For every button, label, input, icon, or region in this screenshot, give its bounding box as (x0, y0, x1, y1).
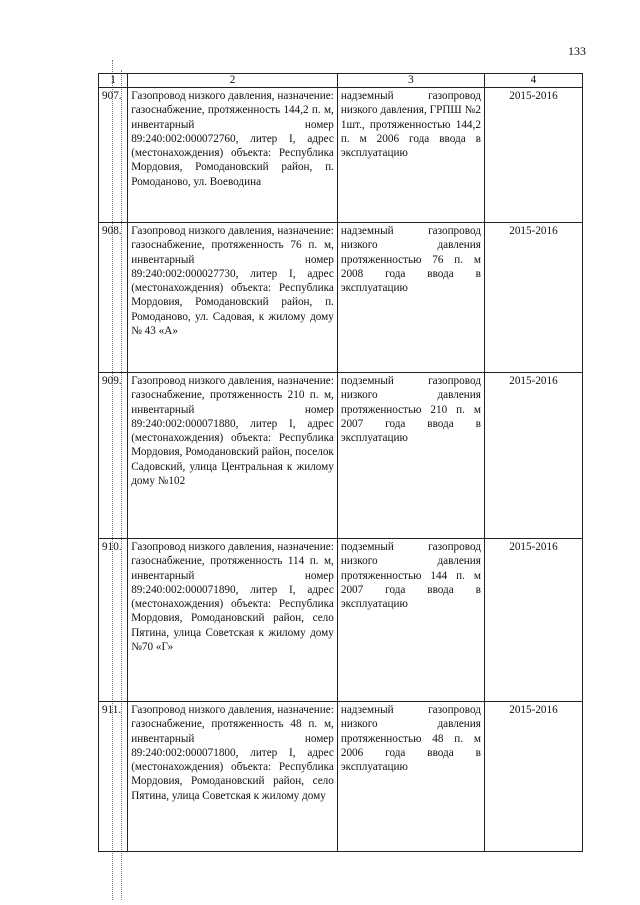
object-characteristics: надземный газопровод низкого давления, ГРПШ №2 1шт., протяженностью 144,2 п. м 2006 года ввода в эксплуатацию (337, 88, 484, 223)
implementation-period: 2015-2016 (484, 223, 582, 373)
implementation-period: 2015-2016 (484, 373, 582, 539)
column-header: 1 (99, 74, 128, 88)
object-description: Газопровод низкого давления, назначение: газоснабжение, протяженность 48 п. м, инвентарный номер 89:240:002:000071800, литер I, адрес (местонахождения) объекта: Республика Мордовия, Ромодановский район, село Пятина, улица Советская к жилому дому (128, 702, 338, 852)
column-header: 2 (128, 74, 338, 88)
object-description: Газопровод низкого давления, назначение: газоснабжение, протяженность 144,2 п. м, инвентарный номер 89:240:002:000072760, литер I, адрес (местонахождения) объекта: Республика Мордовия, Ромодановский район, п. Ромоданово, ул. Воеводина (128, 88, 338, 223)
implementation-period: 2015-2016 (484, 539, 582, 702)
row-number: 911. (99, 702, 128, 852)
implementation-period: 2015-2016 (484, 88, 582, 223)
row-number: 910. (99, 539, 128, 702)
registry-table (98, 73, 583, 852)
row-number: 908. (99, 223, 128, 373)
row-number: 907. (99, 88, 128, 223)
object-characteristics: надземный газопровод низкого давления протяженностью 76 п. м 2008 года ввода в эксплуатацию (337, 223, 484, 373)
implementation-period: 2015-2016 (484, 702, 582, 852)
column-header: 3 (337, 74, 484, 88)
object-characteristics: подземный газопровод низкого давления протяженностью 144 п. м 2007 года ввода в эксплуатацию (337, 539, 484, 702)
table-row (99, 88, 583, 223)
column-header: 4 (484, 74, 582, 88)
row-number: 909. (99, 373, 128, 539)
object-description: Газопровод низкого давления, назначение: газоснабжение, протяженность 114 п. м, инвентарный номер 89:240:002:000071890, литер I, адрес (местонахождения) объекта: Республика Мордовия, Ромодановский район, село Пятина, улица Советская к жилому дому №70 «Г» (128, 539, 338, 702)
page-number: 133 (568, 44, 586, 58)
table-row (99, 223, 583, 373)
table-row (99, 702, 583, 852)
object-characteristics: подземный газопровод низкого давления протяженностью 210 п. м 2007 года ввода в эксплуатацию (337, 373, 484, 539)
table-row (99, 539, 583, 702)
object-characteristics: надземный газопровод низкого давления протяженностью 48 п. м 2006 года ввода в эксплуатацию (337, 702, 484, 852)
table-row (99, 373, 583, 539)
object-description: Газопровод низкого давления, назначение: газоснабжение, протяженность 210 п. м, инвентарный номер 89:240:002:000071880, литер I, адрес (местонахождения) объекта: Республика Мордовия, Ромодановский район, поселок Садовский, улица Центральная к жилому дому №102 (128, 373, 338, 539)
object-description: Газопровод низкого давления, назначение: газоснабжение, протяженность 76 п. м, инвентарный номер 89:240:002:000027730, литер I, адрес (местонахождения) объекта: Республика Мордовия, Ромодановский район, п. Ромоданово, ул. Садовая, к жилому дому № 43 «А» (128, 223, 338, 373)
header-row (99, 74, 583, 88)
